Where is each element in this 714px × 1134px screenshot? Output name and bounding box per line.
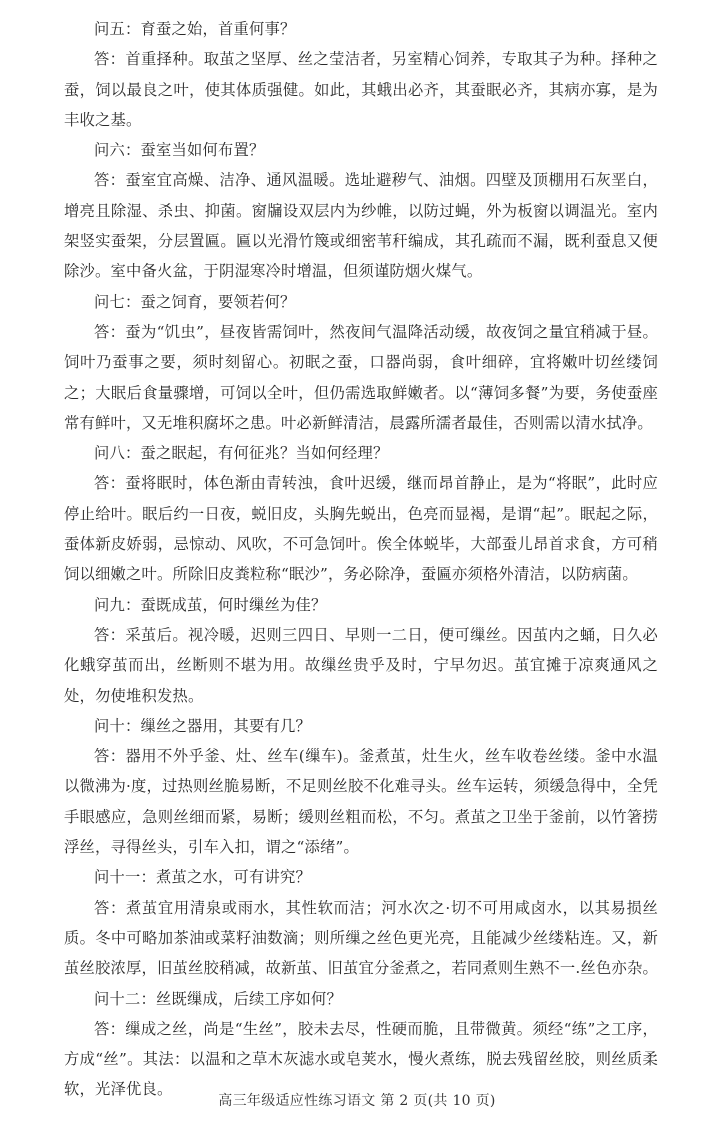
answer-9: 答：采茧后。视冷暖，迟则三四日、早则一二日，便可缫丝。因茧内之蛹，日久必化蛾穿茧而出，丝断则不堪为用。故缫丝贵乎及时，宁早勿迟。茧宜摊于凉爽通风之处，勿使堆积发热。 — [64, 625, 658, 705]
question-12: 问十二：丝既缫成，后续工序如何？ — [94, 989, 342, 1008]
question-10: 问十：缫丝之器用，其要有几？ — [94, 716, 311, 735]
answer-11: 答：煮茧宜用清泉或雨水，其性软而洁；河水次之·切不可用咸卤水，以其易损丝质。冬中可略加茶油或菜籽油数滴；则所缫之丝色更光亮，且能减少丝缕粘连。又，新茧丝胶浓厚，旧茧丝胶稍减，故新茧、旧茧宜分釜煮之，若同煮则生熟不一.丝色亦杂。 — [64, 898, 658, 978]
question-8: 问八：蚕之眠起，有何征兆？当如何经理？ — [94, 444, 389, 463]
question-7: 问七：蚕之饲育，要领若何？ — [94, 292, 296, 311]
answer-12: 答：缫成之丝，尚是“生丝”，胶未去尽，性硬而脆，且带微黄。须经“练”之工序，方成“丝”。其法：以温和之草木灰滤水或皂荚水，慢火煮练，脱去残留丝胶，则丝质柔软，光泽优良。 — [64, 1019, 658, 1099]
answer-10: 答：器用不外乎釜、灶、丝车(缫车)。釜煮茧，灶生火，丝车收卷丝缕。釜中水温以微沸为·度，过热则丝脆易断，不足则丝胶不化难寻头。丝车运转，须缓急得中，全凭手眼感应，急则丝细而紧，易断；缓则丝粗而松，不匀。煮茧之卫坐于釜前，以竹箸捞浮丝，寻得丝头，引车入扣，谓之“添绪”。 — [64, 747, 658, 857]
answer-6: 答：蚕室宜高燥、洁净、通风温暖。选址避秽气、油烟。四壁及顶棚用石灰垩白，增亮且除湿、杀虫、抑菌。窗牖设双层内为纱帷，以防过蝇，外为板窗以调温光。室内架竖实蚕架，分层置匾。匾以光滑竹篾或细密苇秆编成，其孔疏而不漏，既利蚕息又便除沙。室中备火盆，于阴湿寒冷时增温，但须谨防烟火煤气。 — [64, 171, 658, 281]
question-11: 问十一：煮茧之水，可有讲究？ — [94, 868, 311, 887]
question-9: 问九：蚕既成茧，何时缫丝为佳？ — [94, 595, 327, 614]
question-6: 问六：蚕室当如何布置？ — [94, 141, 265, 160]
answer-5: 答：首重择种。取茧之坚厚、丝之莹洁者，另室精心饲养，专取其子为种。择种之蚕，饲以最良之叶，使其体质强健。如此，其蛾出必齐，其蚕眠必齐，其病亦寡，是为丰收之基。 — [64, 50, 658, 129]
page-footer: 高三年级适应性练习语文 第 2 页(共 10 页) — [218, 1093, 496, 1109]
answer-8: 答：蚕将眠时，体色渐由青转浊，食叶迟缓，继而昂首静止，是为“将眠”，此时应停止给叶。眠后约一日夜，蜕旧皮，头胸先蜕出，色亮而显褐，是谓“起”。眠起之际，蚕体新皮娇弱，忌惊动、风吹，不可急饲叶。俟全体蜕毕，大部蚕儿昂首求食，方可稍饲以细嫩之叶。所除旧皮粪粒称“眠沙”，务必除净，蚕匾亦须格外清洁，以防病菌。 — [64, 474, 658, 584]
answer-7: 答：蚕为“饥虫”，昼夜皆需饲叶，然夜间气温降活动缓，故夜饲之量宜稍减于昼。饲叶乃蚕事之要，须时刻留心。初眠之蚕，口器尚弱，食叶细碎，宜将嫩叶切丝缕饲之；大眠后食量骤增，可饲以全叶，但仍需选取鲜嫩者。以“薄饲多餐”为要，务使蚕座常有鲜叶，又无堆积腐坏之患。叶必新鲜清洁，晨露所濡者最佳，否则需以清水拭净。 — [64, 322, 658, 432]
document-body — [64, 14, 658, 1105]
question-5: 问五：育蚕之始，首重何事？ — [94, 20, 296, 38]
